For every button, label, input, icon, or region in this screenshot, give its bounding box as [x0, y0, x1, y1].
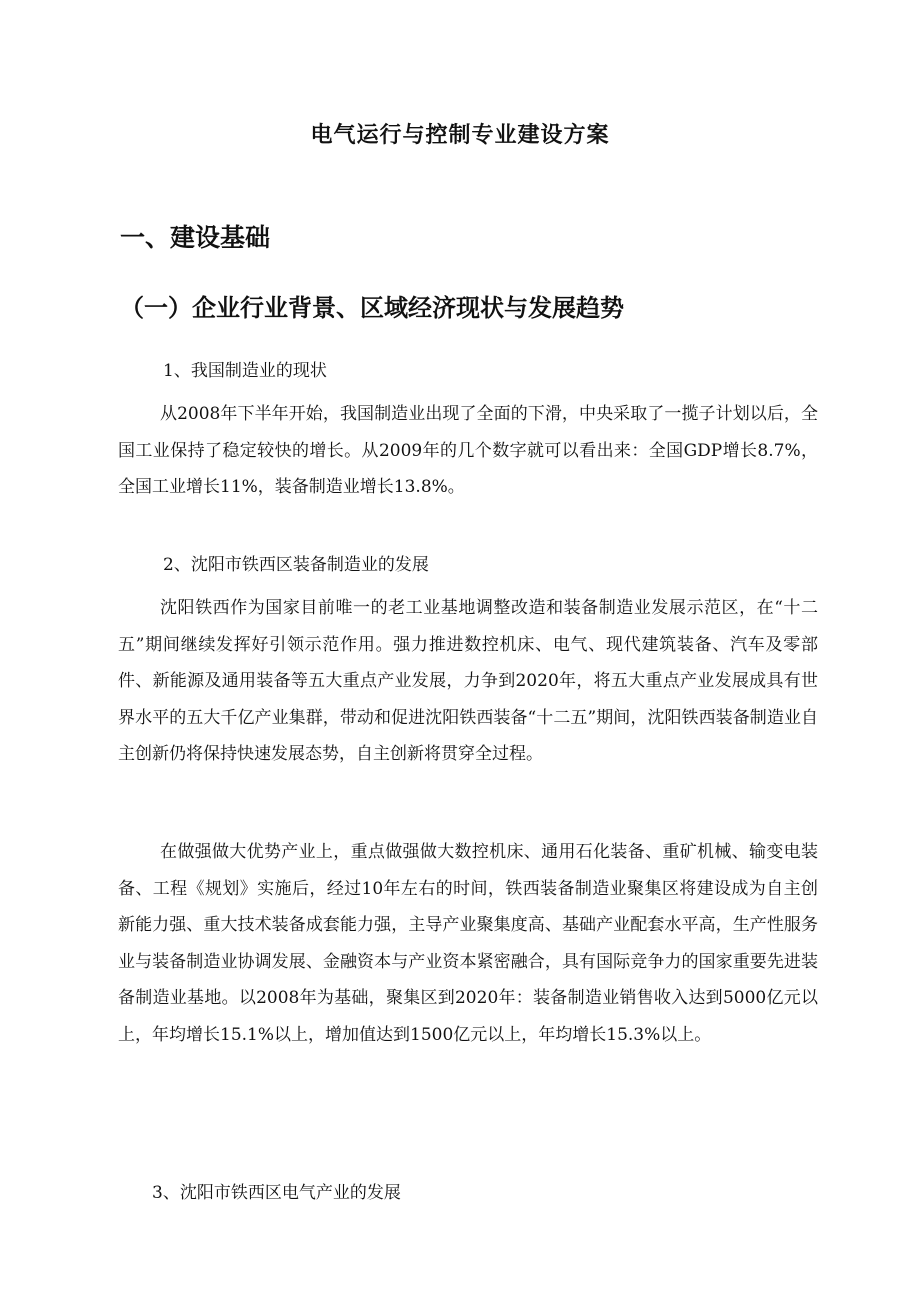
document-title: 电气运行与控制专业建设方案 — [310, 123, 610, 148]
item-heading-3: 3、沈阳市铁西区电气产业的发展 — [152, 1183, 401, 1203]
item-heading-2: 2、沈阳市铁西区装备制造业的发展 — [163, 555, 429, 575]
item-heading-1: 1、我国制造业的现状 — [163, 361, 327, 381]
subsection-heading: （一）企业行业背景、区域经济现状与发展趋势 — [120, 294, 624, 322]
paragraph-1: 从2008年下半年开始，我国制造业出现了全面的下滑，中央采取了一揽子计划以后，全国工业保持了稳定较快的增长。从2009年的几个数字就可以看出来：全国GDP增长8.7%，全国工业增长11%，装备制造业增长13.8%。 — [118, 404, 818, 497]
paragraph-3: 在做强做大优势产业上，重点做强做大数控机床、通用石化装备、重矿机械、输变电装备、工程《规划》实施后，经过10年左右的时间，铁西装备制造业聚集区将建设成为自主创新能力强、重大技术装备成套能力强，主导产业聚集度高、基础产业配套水平高，生产性服务业与装备制造业协调发展、金融资本与产业资本紧密融合，具有国际竞争力的国家重要先进装备制造业基地。以2008年为基础，聚集区到2020年：装备制造业销售收入达到5000亿元以上，年均增长15.1%以上，增加值达到1500亿元以上，年均增长15.3%以上。 — [118, 842, 818, 1045]
paragraph-2: 沈阳铁西作为国家目前唯一的老工业基地调整改造和装备制造业发展示范区，在“十二五”期间继续发挥好引领示范作用。强力推进数控机床、电气、现代建筑装备、汽车及零部件、新能源及通用装备等五大重点产业发展，力争到2020年，将五大重点产业发展成具有世界水平的五大千亿产业集群，带动和促进沈阳铁西装备“十二五”期间，沈阳铁西装备制造业自主创新仍将保持快速发展态势，自主创新将贯穿全过程。 — [118, 598, 818, 764]
section-heading: 一、建设基础 — [120, 223, 271, 252]
